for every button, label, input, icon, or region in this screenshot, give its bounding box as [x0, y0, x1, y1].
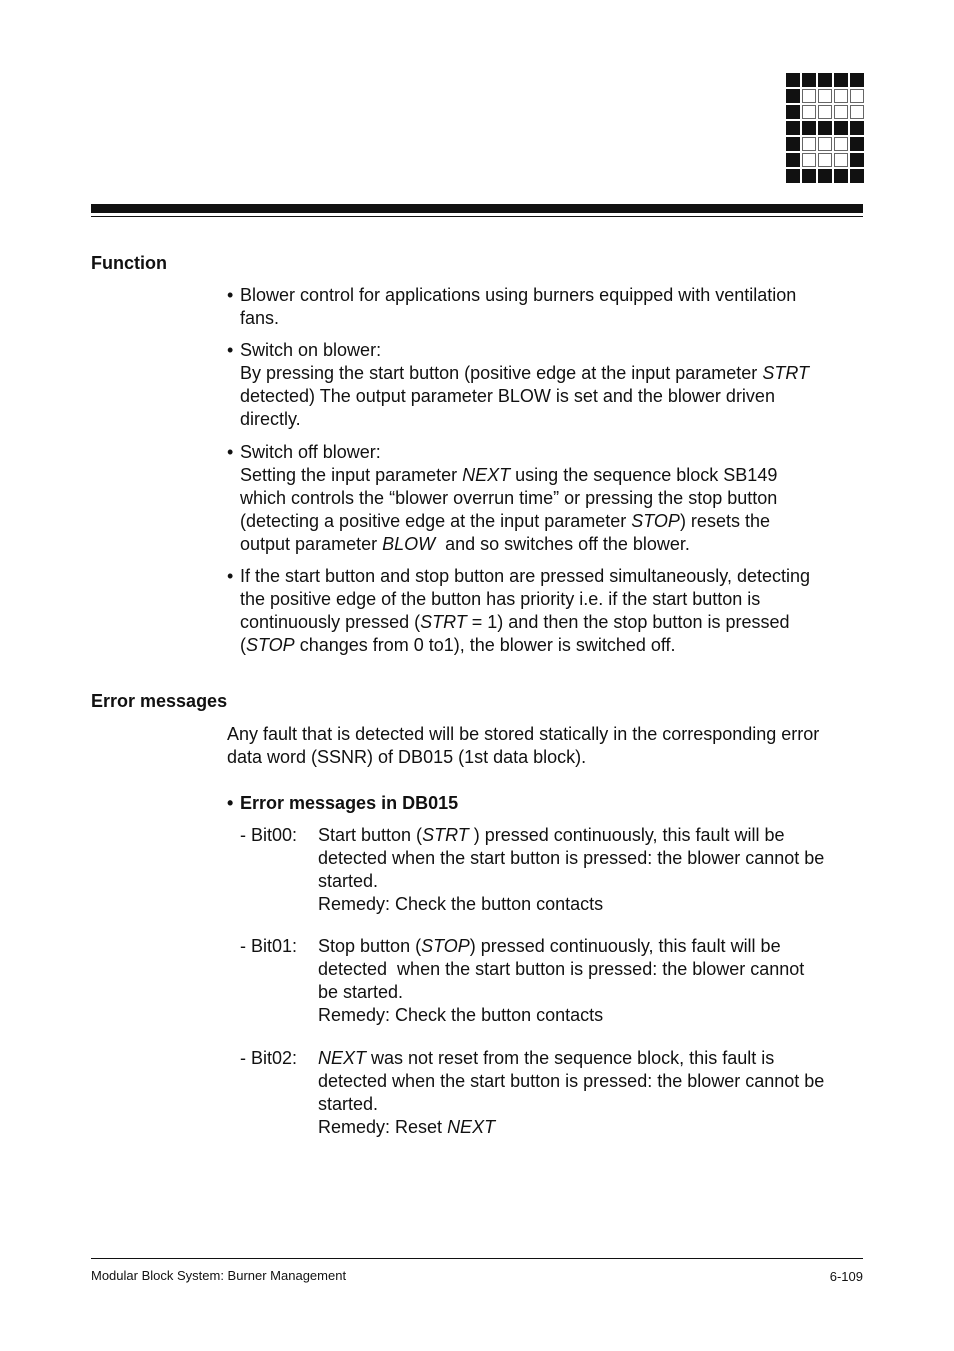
section-heading-error-messages: Error messages	[91, 691, 228, 711]
page-number: 6-109	[829, 1269, 863, 1284]
bit02-label: - Bit02:	[240, 1048, 298, 1068]
logo-cell	[818, 73, 832, 87]
logo-cell	[834, 137, 848, 151]
bit01-description: Stop button (STOP) pressed continuously, this fault will be detected when the start button is pressed: the blower cannot be started. Remedy: Check the button contacts	[318, 936, 805, 1025]
logo-cell	[802, 169, 816, 183]
logo-cell	[786, 137, 800, 151]
bit00-description: Start button (STRT ) pressed continuously, this fault will be detected when the start button is pressed: the blower cannot be started. Remedy: Check the button contacts	[318, 825, 825, 914]
logo-cell	[818, 137, 832, 151]
logo-cell	[850, 169, 864, 183]
logo-cell	[802, 137, 816, 151]
logo-cell	[818, 121, 832, 135]
bit02-description: NEXT was not reset from the sequence block, this fault is detected when the start button is pressed: the blower cannot be started. Remedy: Reset NEXT	[318, 1048, 825, 1137]
function-bullet-1: Blower control for applications using burners equipped with ventilation fans.	[240, 285, 797, 328]
logo-cell	[850, 121, 864, 135]
logo-cell	[786, 73, 800, 87]
logo-cell	[786, 169, 800, 183]
logo-cell	[850, 153, 864, 167]
logo-cell	[802, 153, 816, 167]
header-rule-thick	[91, 204, 863, 213]
logo-cell	[786, 121, 800, 135]
logo-cell	[786, 89, 800, 103]
function-bullet-2: Switch on blower: By pressing the start button (positive edge at the input parameter STRT detected) The output parameter BLOW is set and the blower driven directly.	[240, 340, 809, 429]
bit00-label: - Bit00:	[240, 825, 298, 845]
header-rule-thin	[91, 216, 863, 217]
logo-cell	[850, 73, 864, 87]
logo-cell	[850, 89, 864, 103]
logo-cell	[818, 169, 832, 183]
bullet: •	[227, 285, 234, 305]
function-bullet-4: If the start button and stop button are pressed simultaneously, detecting the positive edge of the button has priority i.e. if the start button is continuously pressed (STRT = 1) and then the stop button is pressed (STOP changes from 0 to1), the blower is switched off.	[240, 566, 811, 655]
errors-subheading: Error messages in DB015	[240, 793, 459, 813]
company-logo	[786, 73, 864, 183]
logo-cell	[818, 105, 832, 119]
bullet: •	[227, 442, 234, 462]
logo-cell	[802, 121, 816, 135]
errors-intro: Any fault that is detected will be stored statically in the corresponding error data word (SSNR) of DB015 (1st data block).	[227, 724, 820, 767]
logo-cell	[834, 73, 848, 87]
section-heading-function: Function	[91, 253, 167, 273]
bullet: •	[227, 566, 234, 586]
footer-title: Modular Block System: Burner Management	[91, 1268, 347, 1283]
logo-cell	[802, 105, 816, 119]
logo-cell	[834, 153, 848, 167]
logo-cell	[834, 169, 848, 183]
logo-cell	[850, 105, 864, 119]
bullet: •	[227, 793, 234, 813]
bit01-label: - Bit01:	[240, 936, 298, 956]
footer-rule	[91, 1258, 863, 1259]
logo-cell	[786, 105, 800, 119]
function-bullet-3: Switch off blower: Setting the input parameter NEXT using the sequence block SB149 which controls the “blower overrun time” or pressing the stop button (detecting a positive edge at the input parameter STOP) resets the output parameter BLOW and so switches off the blower.	[240, 442, 778, 554]
bullet: •	[227, 340, 234, 360]
logo-cell	[850, 137, 864, 151]
logo-cell	[802, 89, 816, 103]
logo-cell	[818, 153, 832, 167]
logo-cell	[802, 73, 816, 87]
logo-cell	[834, 121, 848, 135]
logo-cell	[786, 153, 800, 167]
logo-cell	[818, 89, 832, 103]
logo-cell	[834, 89, 848, 103]
logo-cell	[834, 105, 848, 119]
